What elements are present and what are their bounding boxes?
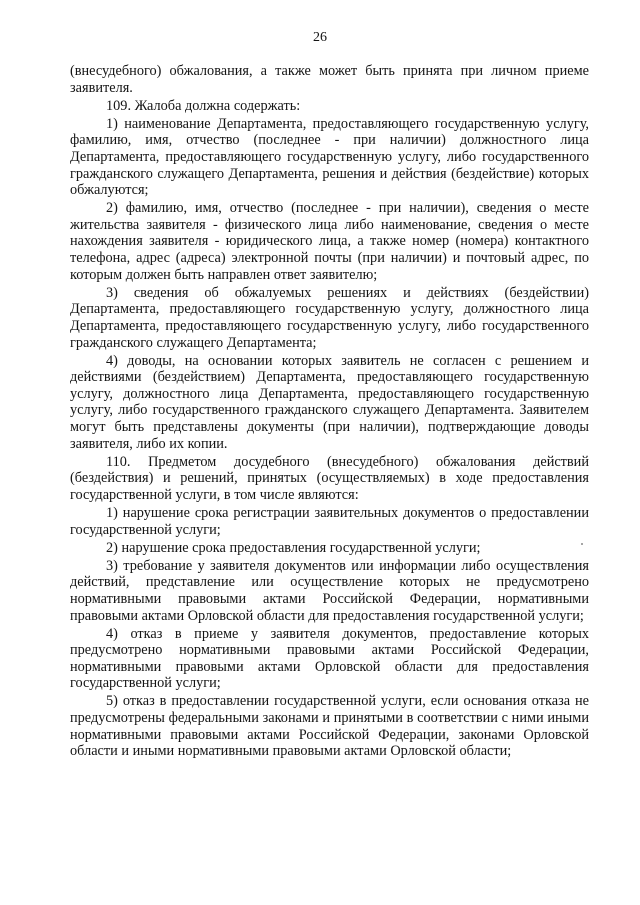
paragraph: 5) отказ в предоставлении государственной услуги, если основания отказа не предусмотрены федеральными законами и принятыми в соответствии с ними иными нормативными правовыми актами Российской Федерации, законами Орловской области и иными нормативными правовыми актами Орловской области; bbox=[70, 693, 589, 760]
paragraph: 110. Предметом досудебного (внесудебного) обжалования действий (бездействия) и решений, принятых (осуществляемых) в ходе предоставления государственной услуги, в том числе являются: bbox=[70, 453, 589, 503]
paragraph: 2) фамилию, имя, отчество (последнее - при наличии), сведения о месте жительства заявителя - физического лица либо наименование, сведения о месте нахождения заявителя - юридического лица, а также номер (номера) контактного телефона, адрес (адреса) электронной почты (при наличии) и почтовый адрес, по которым должен быть направлен ответ заявителю; bbox=[70, 200, 589, 283]
paragraph: 3) сведения об обжалуемых решениях и действиях (бездействии) Департамента, предоставляющего государственную услугу, должностного лица Департамента, предоставляющего государственную услугу, либо государственного гражданского служащего Департамента; bbox=[70, 284, 589, 351]
paragraph: 3) требование у заявителя документов или информации либо осуществления действий, представление или осуществление которых не предусмотрено нормативными правовыми актами Российской Федерации, нормативными правовыми актами Орловской области для предоставления государственной услуги; bbox=[70, 557, 589, 624]
paragraph: 4) отказ в приеме у заявителя документов, предоставление которых предусмотрено нормативными правовыми актами Российской Федерации, нормативными правовыми актами Орловской области для предоставления государственной услуги; bbox=[70, 625, 589, 692]
paragraph: 109. Жалоба должна содержать: bbox=[106, 97, 301, 114]
paragraph: 1) наименование Департамента, предоставляющего государственную услугу, фамилию, имя, отчество (последнее - при наличии) должностного лица Департамента, предоставляющего государственную услугу, либо государственного гражданского служащего Департамента, решения и действия (бездействие) которых обжалуются; bbox=[70, 115, 589, 199]
page-number: 26 bbox=[313, 30, 327, 45]
paragraph: 1) нарушение срока регистрации заявительных документов о предоставлении государственной услуги; bbox=[70, 504, 589, 538]
document-body bbox=[70, 63, 589, 761]
paragraph: 2) нарушение срока предоставления государственной услуги; bbox=[106, 539, 481, 556]
paragraph: (внесудебного) обжалования, а также может быть принята при личном приеме заявителя. bbox=[70, 63, 589, 96]
paragraph: 4) доводы, на основании которых заявитель не согласен с решением и действиями (бездействием) Департамента, предоставляющего государственную услугу, должностного лица Департамента, предоставляющего государственную услугу, либо государственного гражданского служащего Департамента. Заявителем могут быть представлены документы (при наличии), подтверждающие доводы заявителя, либо их копии. bbox=[70, 352, 589, 452]
